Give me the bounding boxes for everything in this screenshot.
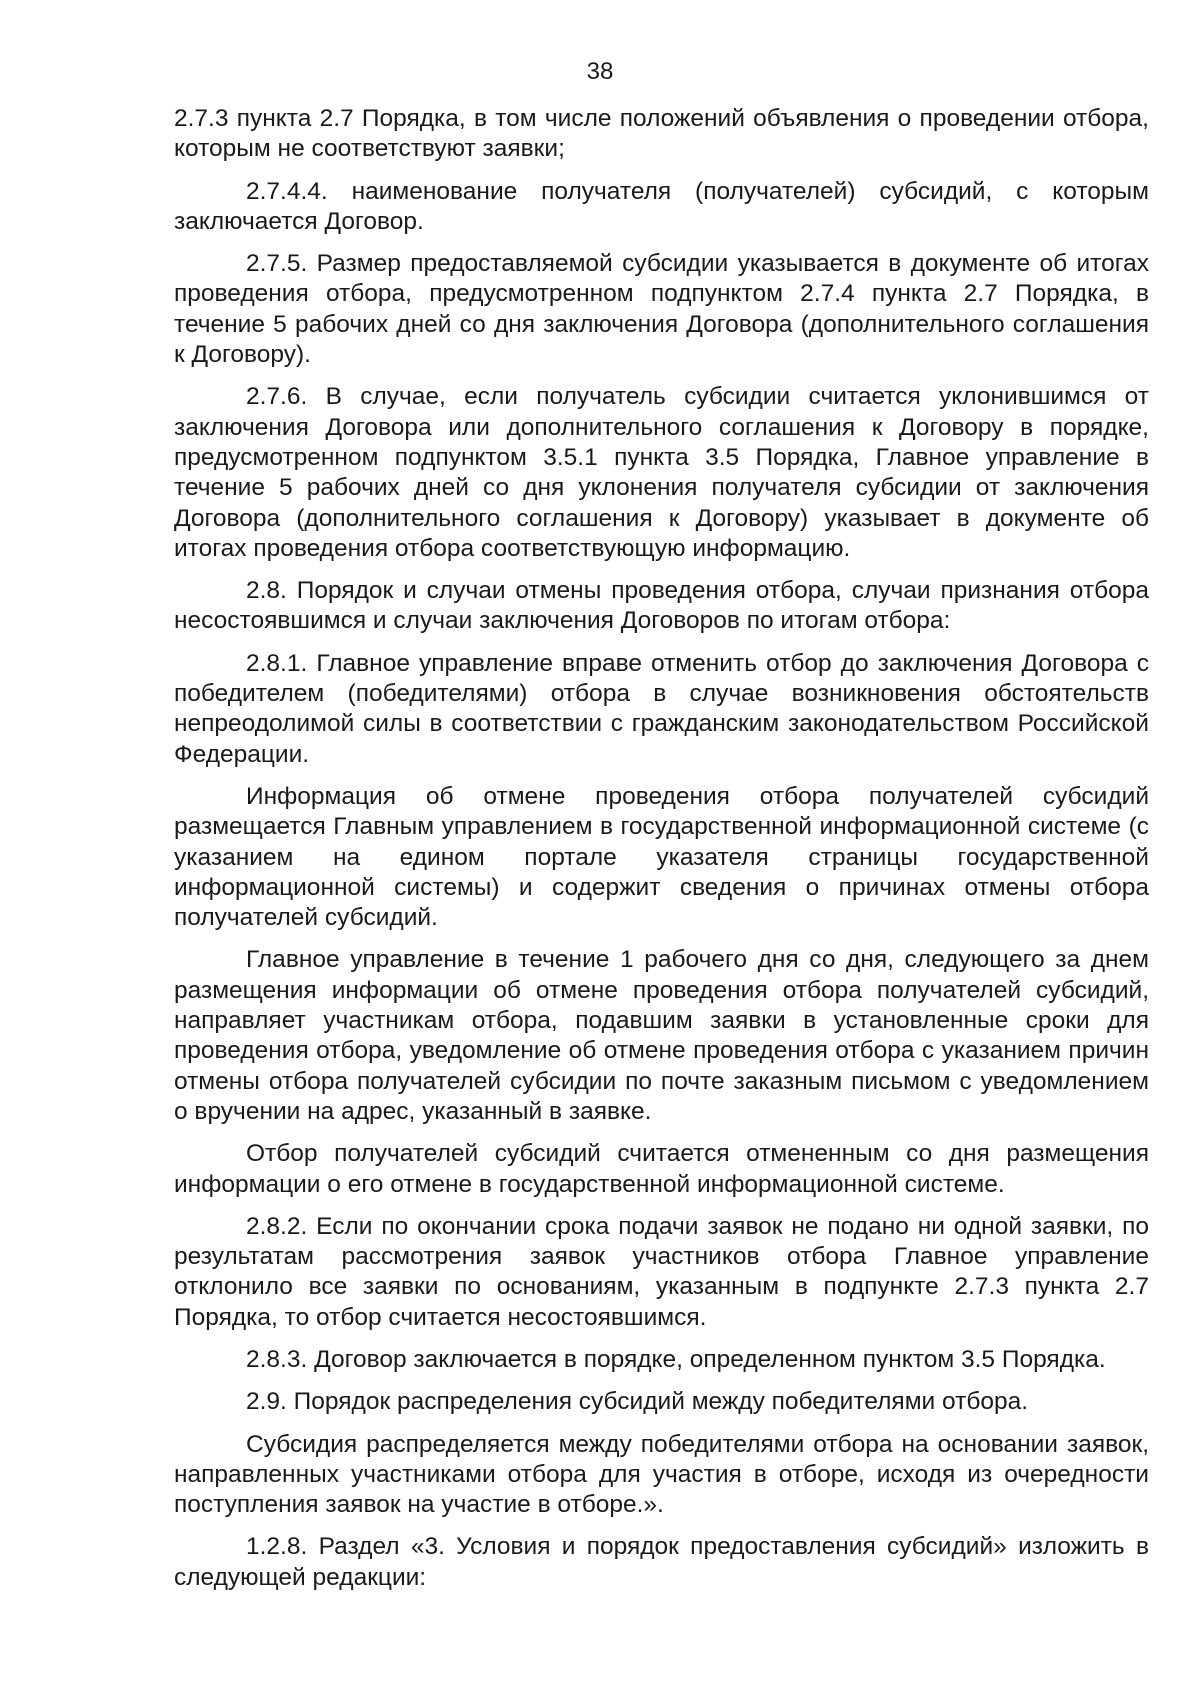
paragraph-distribution: Субсидия распределяется между победителями отбора на основании заявок, направленных участниками отбора для участия в отборе, исходя из очередности поступления заявок на участие в отборе.».: [174, 1430, 1149, 1519]
paragraph-1-2-8: 1.2.8. Раздел «3. Условия и порядок предоставления субсидий» изложить в следующей редакции:: [174, 1533, 1149, 1591]
paragraph-2-8-1: 2.8.1. Главное управление вправе отменить отбор до заключения Договора с победителем (победителями) отбора в случае возникновения обстоятельств непреодолимой силы в соответствии с гражданским законодательством Российской Федерации.: [174, 649, 1149, 768]
paragraph-cancellation-info: Информация об отмене проведения отбора получателей субсидий размещается Главным управлением в государственной информационной системе (с указанием на едином портале указателя страницы государственной информационной системы) и содержит сведения о причинах отмены отбора получателей субсидий.: [174, 782, 1149, 932]
document-body: [174, 104, 1149, 1605]
paragraph-2-7-4-4: 2.7.4.4. наименование получателя (получателей) субсидий, с которым заключается Договор.: [174, 177, 1149, 235]
paragraph-2-7-6: 2.7.6. В случае, если получатель субсидии считается уклонившимся от заключения Договора или дополнительного соглашения к Договору в порядке, предусмотренном подпунктом 3.5.1 пункта 3.5 Порядка, Главное управление в течение 5 рабочих дней со дня уклонения получателя субсидии от заключения Договора (дополнительного соглашения к Договору) указывает в документе об итогах проведения отбора соответствующую информацию.: [174, 383, 1149, 562]
paragraph-cancellation-effective: Отбор получателей субсидий считается отмененным со дня размещения информации о его отмене в государственной информационной системе.: [174, 1140, 1149, 1198]
paragraph-2-8-3: 2.8.3. Договор заключается в порядке, определенном пунктом 3.5 Порядка.: [246, 1345, 1106, 1373]
paragraph-2-8-2: 2.8.2. Если по окончании срока подачи заявок не подано ни одной заявки, по результатам рассмотрения заявок участников отбора Главное управление отклонило все заявки по основаниям, указанным в подпункте 2.7.3 пункта 2.7 Порядка, то отбор считается несостоявшимся.: [174, 1212, 1149, 1331]
paragraph-2-7-5: 2.7.5. Размер предоставляемой субсидии указывается в документе об итогах проведения отбора, предусмотренном подпунктом 2.7.4 пункта 2.7 Порядка, в течение 5 рабочих дней со дня заключения Договора (дополнительного соглашения к Договору).: [174, 250, 1149, 369]
paragraph-2-7-3-continuation: 2.7.3 пункта 2.7 Порядка, в том числе положений объявления о проведении отбора, которым не соответствуют заявки;: [174, 105, 1149, 163]
paragraph-2-9: 2.9. Порядок распределения субсидий между победителями отбора.: [246, 1388, 1029, 1416]
paragraph-cancellation-notice: Главное управление в течение 1 рабочего дня со дня, следующего за днем размещения информации об отмене проведения отбора получателей субсидий, направляет участникам отбора, подавшим заявки в установленные сроки для проведения отбора, уведомление об отмене проведения отбора с указанием причин отмены отбора получателей субсидии по почте заказным письмом с уведомлением о вручении на адрес, указанный в заявке.: [174, 946, 1149, 1125]
paragraph-2-8: 2.8. Порядок и случаи отмены проведения отбора, случаи признания отбора несостоявшимся и случаи заключения Договоров по итогам отбора:: [174, 577, 1149, 635]
page-number: 38: [586, 58, 614, 85]
